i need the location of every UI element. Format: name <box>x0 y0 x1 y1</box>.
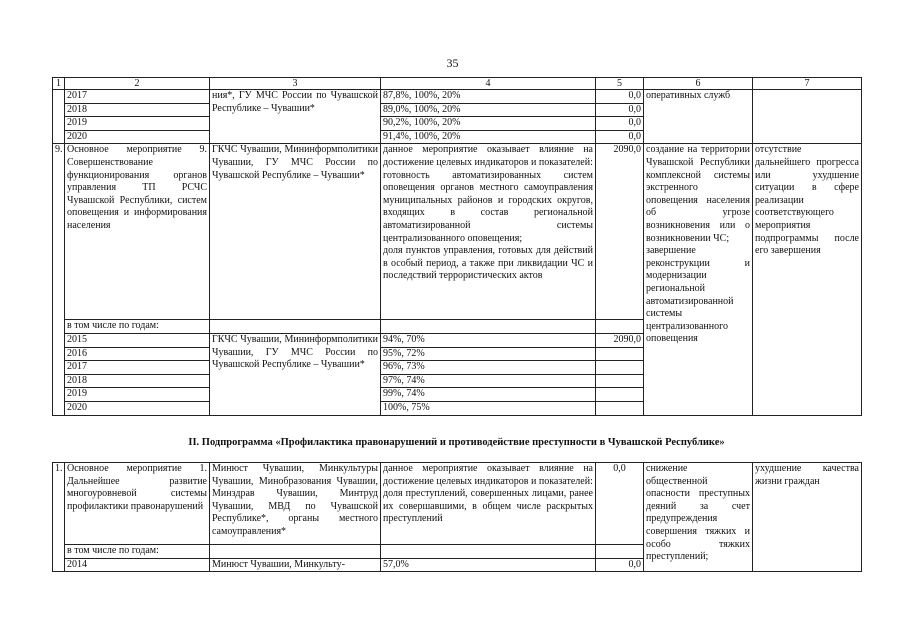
result-cell: снижение общественной опасности преступных деяний за счет предупреждения совершения тяжких и особо тяжких преступлений; <box>644 463 753 572</box>
col-num-1: 1 <box>53 78 65 90</box>
finance-cell <box>596 401 644 415</box>
indicator-cell: 94%, 70% <box>381 333 596 347</box>
indicator-cell: 100%, 75% <box>381 401 596 415</box>
program-table-part-2 <box>52 462 862 572</box>
program-table-part-1 <box>52 77 862 416</box>
indicator-cell: 87,8%, 100%, 20% <box>381 90 596 104</box>
year-cell: 2020 <box>65 401 210 415</box>
indicator-cell: 95%, 72% <box>381 347 596 361</box>
year-cell: 2019 <box>65 117 210 131</box>
finance-cell: 0,0 <box>596 103 644 117</box>
activity-name: Основное мероприятие 9. Совершенствование функционирования органов управления ТП РСЧС Чувашской Республики, систем оповещения и информирования населения <box>65 144 210 320</box>
finance-cell: 0,0 <box>596 558 644 572</box>
col-num-7: 7 <box>753 78 862 90</box>
year-cell: 2017 <box>65 361 210 375</box>
finance-cell: 2090,0 <box>596 333 644 347</box>
finance-cell <box>596 374 644 388</box>
indicator-cell: 57,0% <box>381 558 596 572</box>
risk-cell: ухудшение качества жизни граждан <box>753 463 862 572</box>
activity-number: 9. <box>53 144 65 415</box>
table-row <box>53 90 862 104</box>
year-cell: 2017 <box>65 90 210 104</box>
finance-cell: 2090,0 <box>596 144 644 320</box>
risk-cell: отсутствие дальнейшего прогресса или ухудшение ситуации в сфере реализации соответствующего мероприятия подпрограммы после его завершения <box>753 144 862 415</box>
executor-cell: ГКЧС Чувашии, Мининформполитики Чувашии, ГУ МЧС России по Чувашской Республике – Чувашии* <box>210 333 381 415</box>
by-years-label: в том числе по годам: <box>65 545 210 559</box>
year-cell: 2018 <box>65 374 210 388</box>
subprogram-title: II. Подпрограмма «Профилактика правонарушений и противодействие преступности в Чувашской Республике» <box>188 437 725 448</box>
col-num-3: 3 <box>210 78 381 90</box>
year-cell: 2016 <box>65 347 210 361</box>
finance-cell: 0,0 <box>596 463 644 545</box>
executor-cell: Минюст Чувашии, Минкульту- <box>210 558 381 572</box>
finance-cell <box>596 361 644 375</box>
indicator-description: данное мероприятие оказывает влияние на достижение целевых индикаторов и показателей: доля преступлений, совершенных лицами, ранее их совершавшими, в общем числе раскрытых преступлений <box>381 463 596 545</box>
col-num-4: 4 <box>381 78 596 90</box>
activity-number: 1. <box>53 463 65 572</box>
result-cell: создание на территории Чувашской Республики комплексной системы экстренного оповещения населения об угрозе возникновения или о возникновении ЧС; завершение реконструкции и модернизации региональной автоматизированной системы централизованного оповещения <box>644 144 753 415</box>
result-cell: оперативных служб <box>644 90 753 144</box>
finance-cell: 0,0 <box>596 130 644 144</box>
col-num-2: 2 <box>65 78 210 90</box>
by-years-label: в том числе по годам: <box>65 320 210 334</box>
finance-cell: 0,0 <box>596 90 644 104</box>
indicator-cell: 99%, 74% <box>381 388 596 402</box>
activity-row <box>53 463 862 545</box>
activity-name: Основное мероприятие 1. Дальнейшее развитие многоуровневой системы профилактики правонарушений <box>65 463 210 545</box>
finance-cell: 0,0 <box>596 117 644 131</box>
indicator-cell: 91,4%, 100%, 20% <box>381 130 596 144</box>
col-num-5: 5 <box>596 78 644 90</box>
indicator-cell: 90,2%, 100%, 20% <box>381 117 596 131</box>
finance-cell <box>596 388 644 402</box>
year-cell: 2014 <box>65 558 210 572</box>
page-number: 35 <box>446 56 459 70</box>
column-numbers-row <box>53 78 862 90</box>
executor-cell: ГКЧС Чувашии, Мининформполитики Чувашии, ГУ МЧС России по Чувашской Республике – Чувашии* <box>210 144 381 320</box>
year-cell: 2020 <box>65 130 210 144</box>
indicator-cell: 96%, 73% <box>381 361 596 375</box>
activity-row <box>53 144 862 320</box>
indicator-cell: 97%, 74% <box>381 374 596 388</box>
executor-cell: Минюст Чувашии, Минкультуры Чувашии, Минобразования Чувашии, Минздрав Чувашии, Минтруд Чувашии, МВД по Чувашской Республике*, органы местного самоуправления* <box>210 463 381 545</box>
finance-cell <box>596 347 644 361</box>
year-cell: 2018 <box>65 103 210 117</box>
year-cell: 2015 <box>65 333 210 347</box>
indicator-description: данное мероприятие оказывает влияние на достижение целевых индикаторов и показателей: готовность автоматизированных систем оповещения органов местного самоуправления муниципальных районов и городских округов, входящих в состав региональной автоматизированной системы централизованного оповещения; доля пунктов управления, готовых для действий в особый период, а также при ликвидации ЧС и последствий террористических актов <box>381 144 596 320</box>
executor-cell: ния*, ГУ МЧС России по Чувашской Республике – Чувашии* <box>210 90 381 144</box>
year-cell: 2019 <box>65 388 210 402</box>
col-num-6: 6 <box>644 78 753 90</box>
indicator-cell: 89,0%, 100%, 20% <box>381 103 596 117</box>
